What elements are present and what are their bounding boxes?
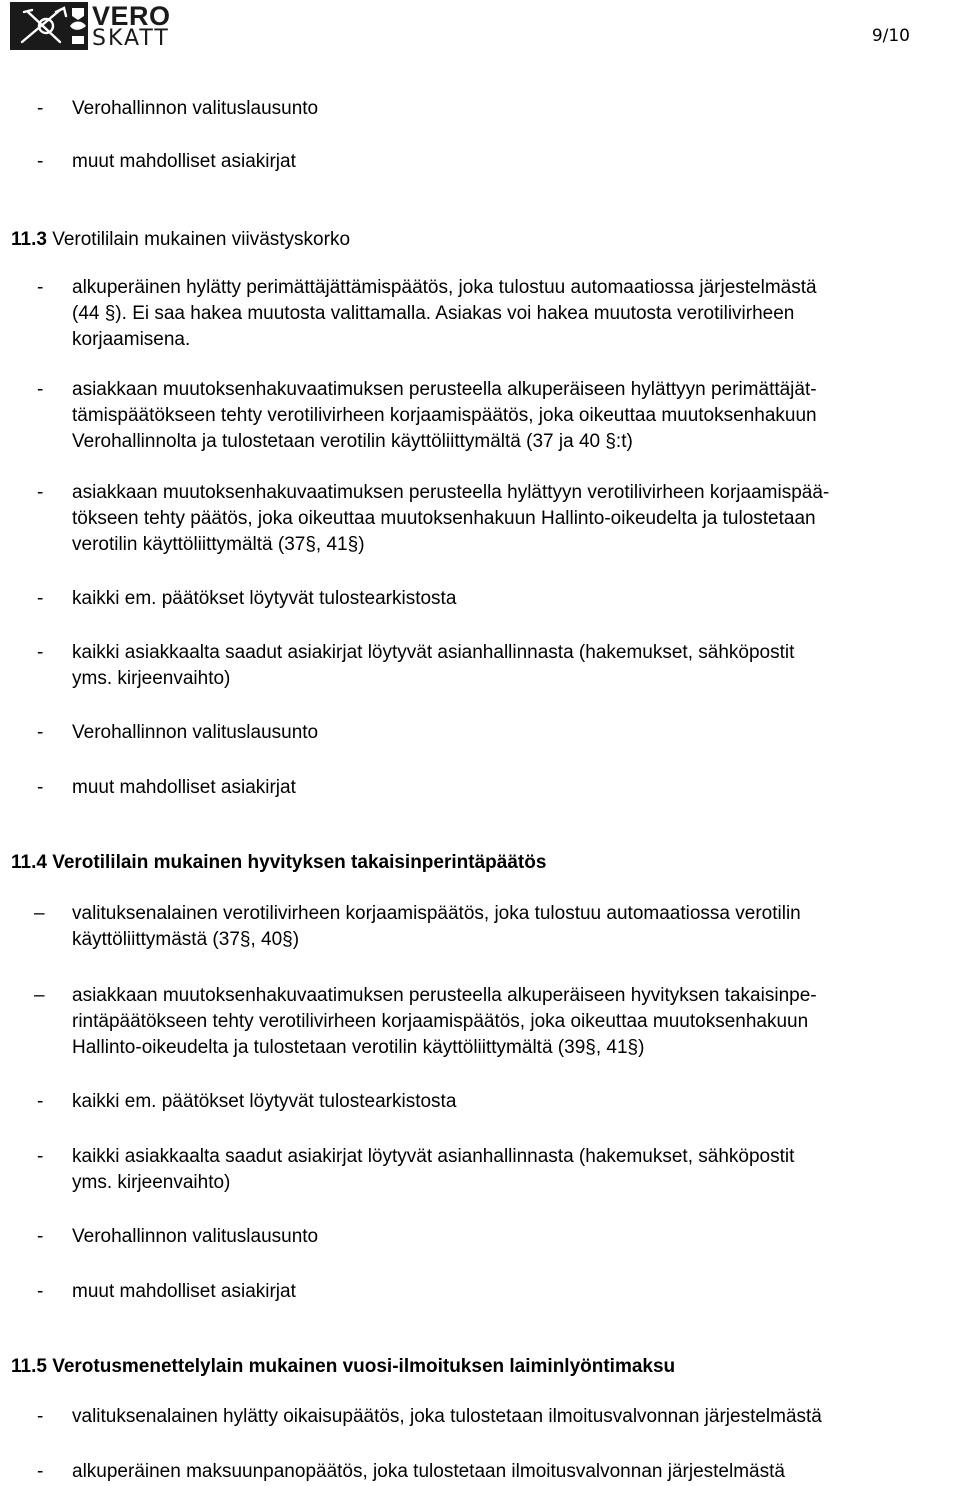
list-item-text bbox=[72, 720, 959, 746]
list-item-text bbox=[72, 1459, 959, 1485]
section-heading-11-3 bbox=[11, 227, 350, 253]
text-line: Verohallinnolta ja tulostetaan verotilin käyttöliittymältä (37 ja 40 §:t) bbox=[72, 431, 633, 452]
logo-vero-text: VERO bbox=[92, 1, 171, 31]
section-number: 11.5 bbox=[11, 1356, 47, 1377]
logo-wordmark bbox=[92, 2, 170, 50]
text-line: alkuperäinen maksuunpanopäätös, joka tulostetaan ilmoitusvalvonnan järjestelmästä bbox=[72, 1461, 785, 1482]
text-line: Verohallinnon valituslausunto bbox=[72, 98, 319, 119]
text-line: rintäpäätökseen tehty verotilivirheen korjaamispäätös, joka oikeuttaa muutoksenhakuun bbox=[72, 1011, 809, 1032]
list-item-text bbox=[72, 1144, 959, 1196]
list-bullet: - bbox=[37, 588, 44, 609]
list-item-text bbox=[72, 1404, 959, 1430]
vero-skatt-logo bbox=[10, 1, 171, 51]
text-line: asiakkaan muutoksenhakuvaatimuksen perusteella hylättyyn verotilivirheen korjaamispää- bbox=[72, 482, 830, 503]
text-line: yms. kirjeenvaihto) bbox=[72, 668, 231, 689]
text-line: valituksenalainen verotilivirheen korjaamispäätös, joka tulostuu automaatiossa verotilin bbox=[72, 903, 801, 924]
list-bullet: - bbox=[37, 277, 44, 298]
list-item-text bbox=[72, 149, 959, 175]
section-title: Verotililain mukainen viivästyskorko bbox=[52, 229, 351, 250]
section-number: 11.4 bbox=[11, 852, 47, 873]
list-item-text bbox=[72, 1224, 959, 1250]
list-bullet: - bbox=[37, 1226, 44, 1247]
text-line: muut mahdolliset asiakirjat bbox=[72, 777, 296, 798]
logo-skatt-text: SKATT bbox=[92, 26, 170, 51]
list-bullet: - bbox=[37, 722, 44, 743]
section-heading-11-4 bbox=[11, 850, 546, 876]
text-line: muut mahdolliset asiakirjat bbox=[72, 151, 296, 172]
list-bullet: - bbox=[37, 1091, 44, 1112]
list-bullet: - bbox=[37, 1461, 44, 1482]
list-item-text bbox=[72, 377, 959, 455]
text-line: Hallinto-oikeudelta ja tulostetaan verotilin käyttöliittymältä (39§, 41§) bbox=[72, 1037, 645, 1058]
text-line: kaikki asiakkaalta saadut asiakirjat löytyvät asianhallinnasta (hakemukset, sähköpostit bbox=[72, 1146, 795, 1167]
text-line: (44 §). Ei saa hakea muutosta valittamalla. Asiakas voi hakea muutosta verotilivirheen bbox=[72, 303, 795, 324]
list-bullet: - bbox=[37, 777, 44, 798]
list-bullet: - bbox=[37, 1146, 44, 1167]
page-number: 9/10 bbox=[871, 26, 910, 46]
list-bullet: - bbox=[37, 482, 44, 503]
text-line: kaikki em. päätökset löytyvät tulostearkistosta bbox=[72, 1091, 457, 1112]
list-item-text bbox=[72, 1279, 959, 1305]
list-item-text bbox=[72, 901, 959, 953]
text-line: muut mahdolliset asiakirjat bbox=[72, 1281, 296, 1302]
section-number: 11.3 bbox=[11, 229, 47, 250]
text-line: kaikki asiakkaalta saadut asiakirjat löytyvät asianhallinnasta (hakemukset, sähköpostit bbox=[72, 642, 795, 663]
list-bullet: - bbox=[37, 379, 44, 400]
list-item-text bbox=[72, 480, 959, 558]
text-line: tämispäätökseen tehty verotilivirheen korjaamispäätös, joka oikeuttaa muutoksenhakuun bbox=[72, 405, 817, 426]
list-item-text bbox=[72, 983, 959, 1061]
list-bullet: – bbox=[34, 985, 45, 1006]
section-title: Verotusmenettelylain mukainen vuosi-ilmoituksen laiminlyöntimaksu bbox=[52, 1356, 676, 1377]
text-line: alkuperäinen hylätty perimättäjättämispäätös, joka tulostuu automaatiossa järjestelmästä bbox=[72, 277, 817, 298]
text-line: käyttöliittymästä (37§, 40§) bbox=[72, 929, 300, 950]
list-bullet: – bbox=[34, 903, 45, 924]
vero-emblem-icon bbox=[10, 2, 88, 50]
text-line: Verohallinnon valituslausunto bbox=[72, 1226, 319, 1247]
list-item-text bbox=[72, 96, 959, 122]
text-line: valituksenalainen hylätty oikaisupäätös, joka tulostetaan ilmoitusvalvonnan järjestelmästä bbox=[72, 1406, 822, 1427]
list-bullet: - bbox=[37, 151, 44, 172]
text-line: kaikki em. päätökset löytyvät tulostearkistosta bbox=[72, 588, 457, 609]
text-line: yms. kirjeenvaihto) bbox=[72, 1172, 231, 1193]
list-item-text bbox=[72, 586, 959, 612]
text-line: Verohallinnon valituslausunto bbox=[72, 722, 319, 743]
text-line: asiakkaan muutoksenhakuvaatimuksen perusteella alkuperäiseen hylättyyn perimättäjät- bbox=[72, 379, 817, 400]
section-heading-11-5 bbox=[11, 1354, 675, 1380]
list-item-text bbox=[72, 640, 959, 692]
list-bullet: - bbox=[37, 1406, 44, 1427]
list-item-text bbox=[72, 775, 959, 801]
list-bullet: - bbox=[37, 1281, 44, 1302]
list-item-text bbox=[72, 1089, 959, 1115]
page-header bbox=[0, 0, 960, 60]
list-item-text bbox=[72, 275, 959, 353]
section-title: Verotililain mukainen hyvityksen takaisinperintäpäätös bbox=[52, 852, 547, 873]
list-bullet: - bbox=[37, 98, 44, 119]
text-line: korjaamisena. bbox=[72, 329, 191, 350]
text-line: tökseen tehty päätös, joka oikeuttaa muutoksenhakuun Hallinto-oikeudelta ja tulostetaan bbox=[72, 508, 816, 529]
text-line: asiakkaan muutoksenhakuvaatimuksen perusteella alkuperäiseen hyvityksen takaisinpe- bbox=[72, 985, 817, 1006]
list-bullet: - bbox=[37, 642, 44, 663]
text-line: verotilin käyttöliittymältä (37§, 41§) bbox=[72, 534, 365, 555]
